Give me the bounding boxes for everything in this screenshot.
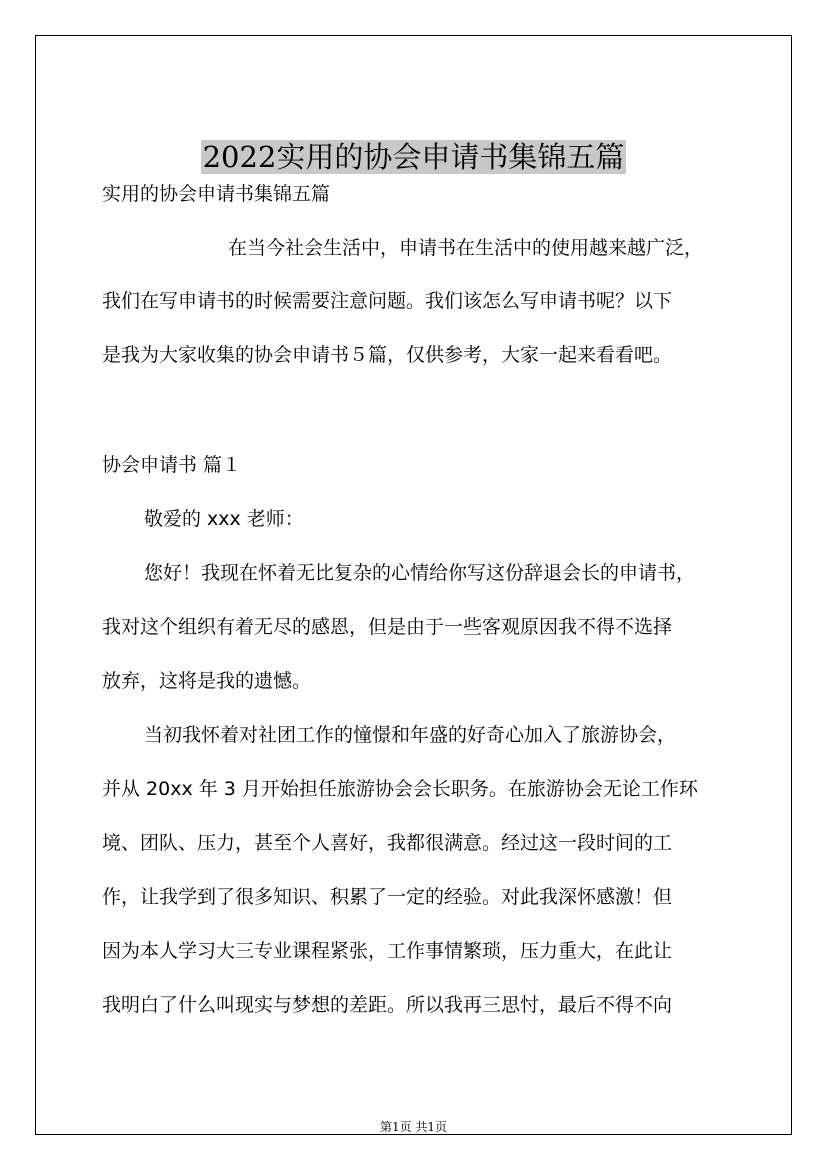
page-footer: 第1页 共1页 bbox=[379, 1120, 448, 1134]
document-page bbox=[35, 35, 792, 1135]
paragraph-line: 放弃，这将是我的遗憾。 bbox=[102, 670, 312, 692]
document-title bbox=[36, 137, 791, 177]
paragraph-line: 在当今社会生活中，申请书在生活中的使用越来越广泛， bbox=[228, 237, 704, 259]
paragraph-line: 我们在写申请书的时候需要注意问题。我们该怎么写申请书呢？以下 bbox=[102, 290, 673, 312]
paragraph-line: 因为本人学习大三专业课程紧张，工作事情繁琐，压力重大，在此让 bbox=[102, 940, 673, 962]
paragraph-line: 当初我怀着对社团工作的憧憬和年盛的好奇心加入了旅游协会， bbox=[144, 724, 677, 746]
document-title-text: 2022实用的协会申请书集锦五篇 bbox=[202, 140, 625, 174]
salutation-line: 敬爱的 xxx 老师： bbox=[144, 508, 304, 530]
paragraph-line: 我对这个组织有着无尽的感恩，但是由于一些客观原因我不得不选择 bbox=[102, 616, 673, 638]
paragraph-line: 作，让我学到了很多知识、积累了一定的经验。对此我深怀感激！但 bbox=[102, 886, 673, 908]
section-heading: 协会申请书 篇１ bbox=[102, 454, 242, 476]
paragraph-line: 您好！我现在怀着无比复杂的心情给你写这份辞退会长的申请书， bbox=[144, 562, 696, 584]
paragraph-line: 并从 20xx 年 3 月开始担任旅游协会会长职务。在旅游协会无论工作环 bbox=[102, 778, 698, 800]
paragraph-line: 我明白了什么叫现实与梦想的差距。所以我再三思忖，最后不得不向 bbox=[102, 994, 673, 1016]
paragraph-line: 是我为大家收集的协会申请书５篇，仅供参考，大家一起来看看吧。 bbox=[102, 344, 673, 366]
subtitle-line: 实用的协会申请书集锦五篇 bbox=[102, 183, 331, 205]
paragraph-line: 境、团队、压力，甚至个人喜好，我都很满意。经过这一段时间的工 bbox=[102, 832, 673, 854]
